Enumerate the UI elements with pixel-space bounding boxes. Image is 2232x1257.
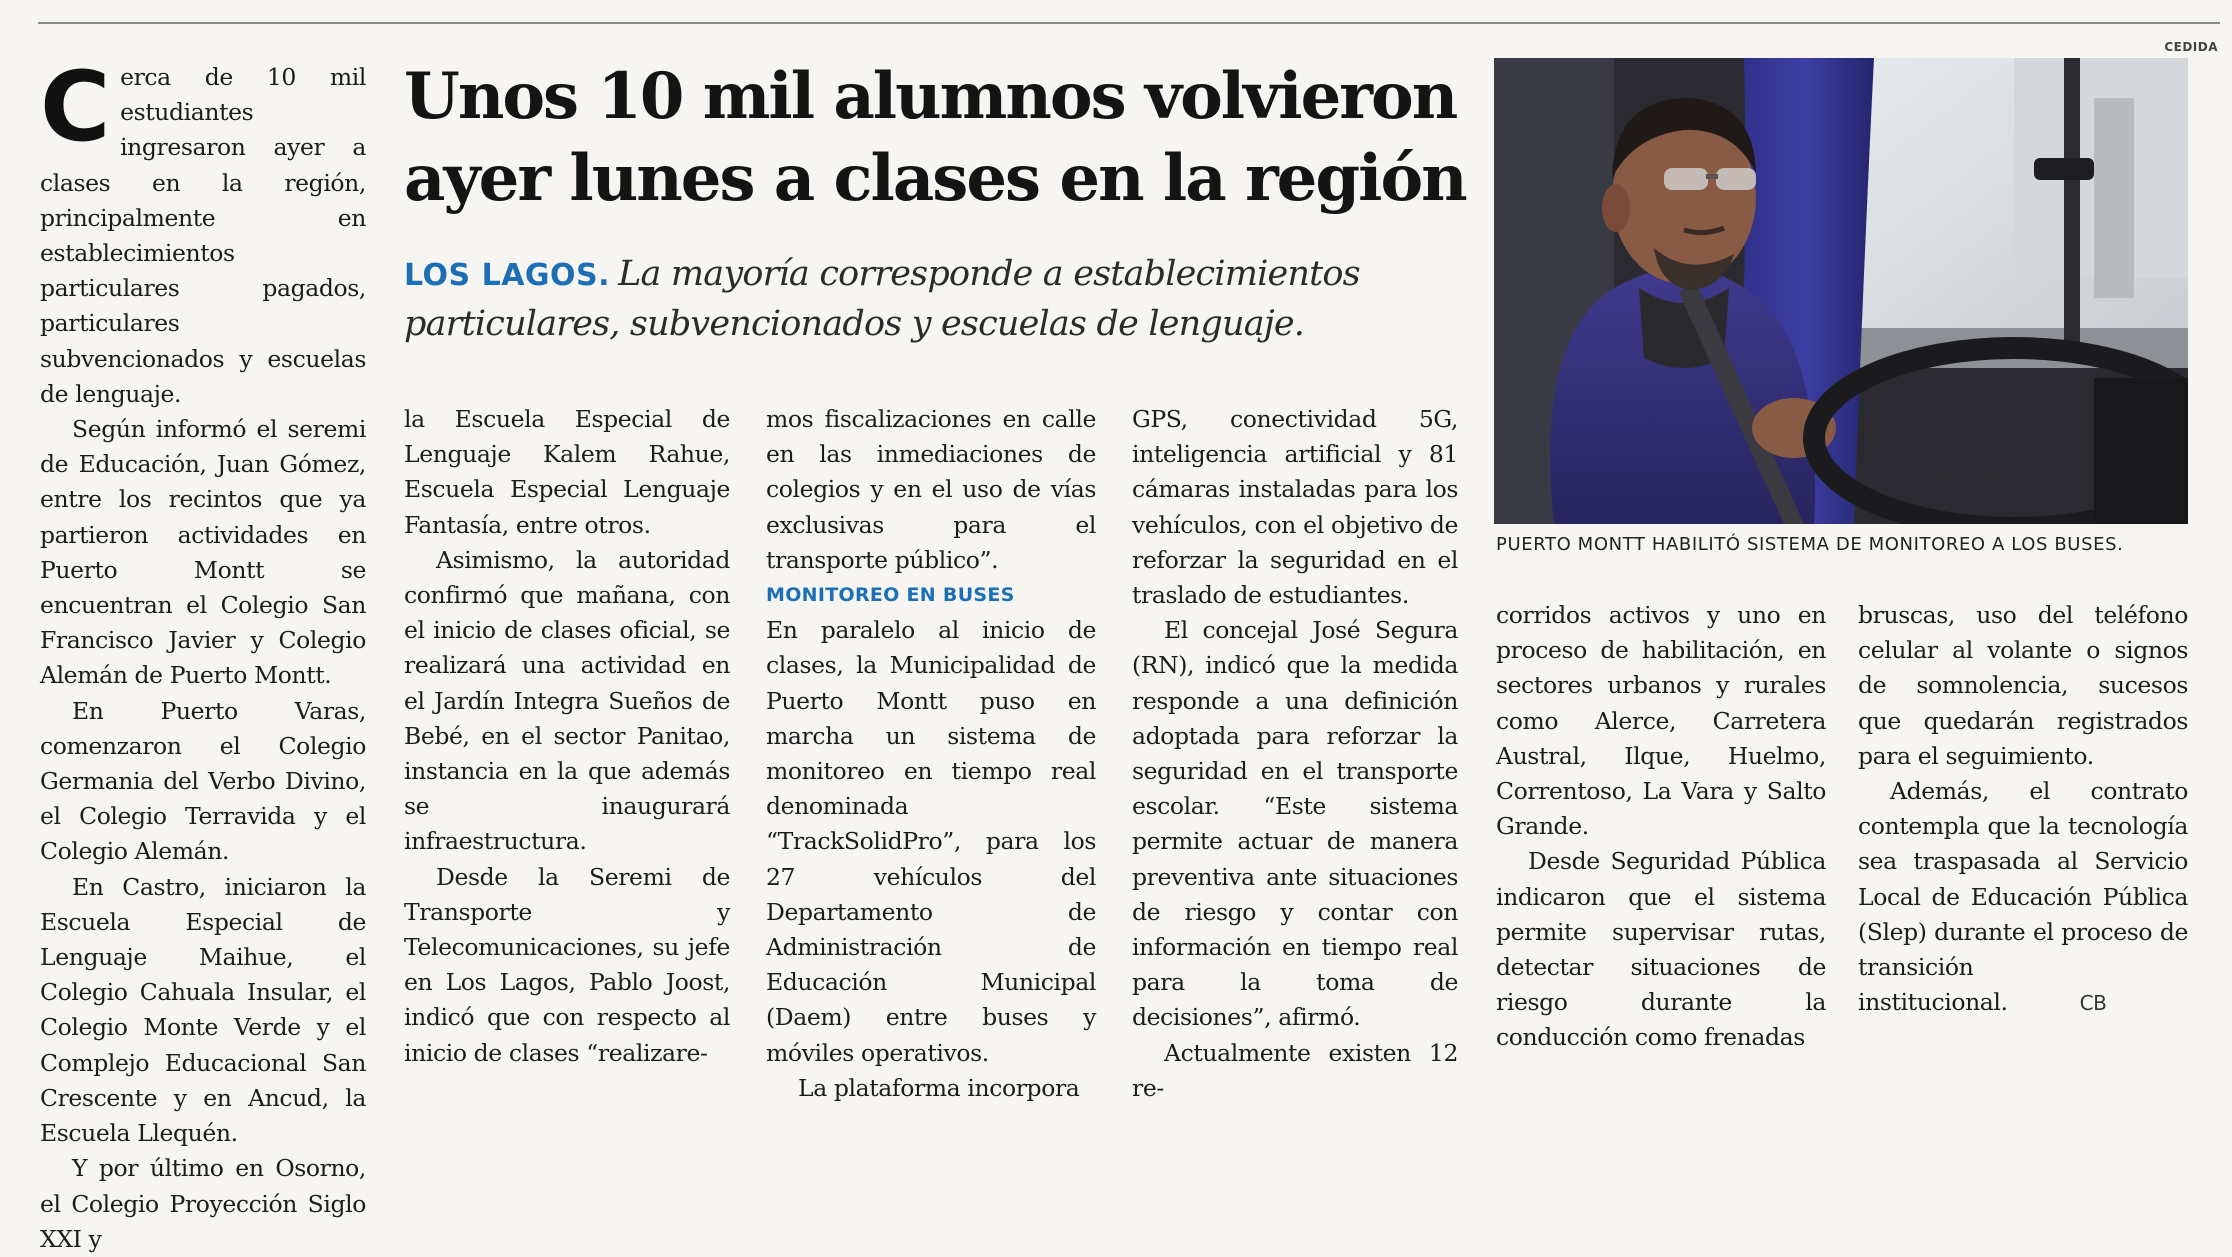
headline-line-2: ayer lunes a clases en la región	[404, 141, 1466, 216]
paragraph: Actualmente existen 12 re-	[1132, 1038, 1458, 1102]
column-6	[1858, 598, 2188, 1021]
photo-caption: PUERTO MONTT HABILITÓ SISTEMA DE MONITOREO A LOS BUSES.	[1496, 534, 2124, 555]
paragraph: En Castro, iniciaron la Escuela Especial de Lenguaje Maihue, el Colegio Cahuala Insular, el Colegio Monte Verde y el Complejo Educacional San Crescente y en Ancud, la Escuela Llequén.	[40, 872, 366, 1148]
bus-driver-photo	[1494, 58, 2188, 524]
paragraph: En Puerto Varas, comenzaron el Colegio Germania del Verbo Divino, el Colegio Terravida y el Colegio Alemán.	[40, 696, 366, 866]
paragraph: Según informó el seremi de Educación, Juan Gómez, entre los recintos que ya partieron actividades en Puerto Montt se encuentran el Colegio San Francisco Javier y Colegio Alemán de Puerto Montt.	[40, 415, 366, 690]
paragraph: Y por último en Osorno, el Colegio Proyección Siglo XXI y	[40, 1154, 366, 1253]
headline-line-1: Unos 10 mil alumnos volvieron	[404, 59, 1457, 134]
dek	[404, 250, 1464, 348]
paragraph: Asimismo, la autoridad confirmó que mañana, con el inicio de clases oficial, se realizará una actividad en el Jardín Integra Sueños de Bebé, en el sector Panitao, instancia en la que además se inaugurará infraestructura.	[404, 545, 730, 856]
top-rule	[38, 22, 2220, 24]
column-3	[766, 402, 1096, 1106]
drop-cap: C	[40, 51, 111, 163]
paragraph: En paralelo al inicio de clases, la Municipalidad de Puerto Montt puso en marcha un sistema de monitoreo en tiempo real denominada “TrackSolidPro”, para los 27 vehículos del Departamento de Administración de Educación Municipal (Daem) entre buses y móviles operativos.	[766, 616, 1096, 1067]
paragraph: Desde la Seremi de Transporte y Telecomunicaciones, su jefe en Los Lagos, Pablo Joost, indicó que con respecto al inicio de clases “realizare-	[404, 862, 730, 1067]
photo-credit: CEDIDA	[2164, 40, 2218, 54]
lead-text: erca de 10 mil estudiantes ingresaron ayer a clases en la región, principalmente en establecimientos particulares pagados, particulares subvencionados y escuelas de lenguaje.	[40, 63, 366, 408]
paragraph: mos fiscalizaciones en calle en las inmediaciones de colegios y en el uso de vías exclusivas para el transporte público”.	[766, 405, 1096, 574]
kicker: LOS LAGOS.	[404, 258, 611, 293]
section-subhead: MONITOREO EN BUSES	[766, 584, 1015, 607]
dek-text: La mayoría corresponde a establecimientos particulares, subvencionados y escuelas de lenguaje.	[404, 254, 1360, 344]
paragraph-text: Además, el contrato contempla que la tecnología sea traspasada al Servicio Local de Educación Pública (Slep) durante el proceso de transición institucional.	[1858, 777, 2188, 1017]
paragraph: corridos activos y uno en proceso de habilitación, en sectores urbanos y rurales como Alerce, Carretera Austral, Ilque, Huelmo, Correntoso, La Vara y Salto Grande.	[1496, 601, 1826, 841]
end-mark: CB	[2079, 991, 2107, 1016]
column-2	[404, 402, 730, 1071]
column-1	[40, 51, 366, 1257]
lead-paragraph	[40, 51, 366, 412]
paragraph: El concejal José Segura (RN), indicó que la medida responde a una definición adoptada para reforzar la seguridad en el transporte escolar. “Este sistema permite actuar de manera preventiva ante situaciones de riesgo y contar con información en tiempo real para la toma de decisiones”, afirmó.	[1132, 616, 1458, 1032]
column-4	[1132, 402, 1458, 1106]
paragraph: GPS, conectividad 5G, inteligencia artificial y 81 cámaras instaladas para los vehículos, con el objetivo de reforzar la seguridad en el traslado de estudiantes.	[1132, 405, 1458, 610]
paragraph: Desde Seguridad Pública indicaron que el sistema permite supervisar rutas, detectar situaciones de riesgo durante la conducción como frenadas	[1496, 847, 1826, 1052]
paragraph	[1858, 774, 2188, 1021]
paragraph: La plataforma incorpora	[798, 1073, 1080, 1102]
headline	[404, 56, 1504, 220]
column-5	[1496, 598, 1826, 1056]
photo-illustration	[1494, 58, 2188, 524]
paragraph: la Escuela Especial de Lenguaje Kalem Rahue, Escuela Especial Lenguaje Fantasía, entre otros.	[404, 405, 730, 539]
paragraph: bruscas, uso del teléfono celular al volante o signos de somnolencia, sucesos que quedarán registrados para el seguimiento.	[1858, 601, 2188, 770]
